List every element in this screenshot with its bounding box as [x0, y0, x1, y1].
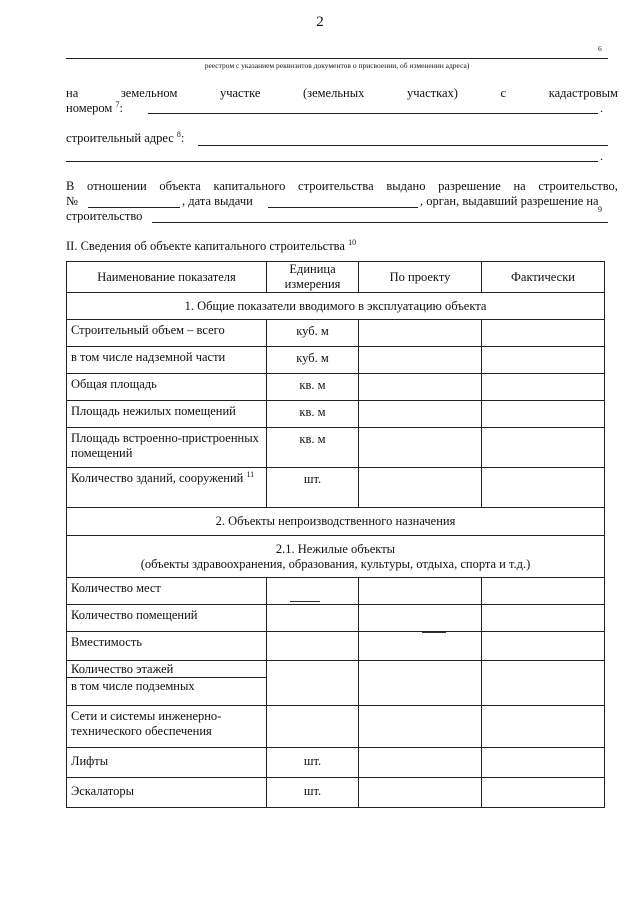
row-unit: [267, 632, 359, 661]
row-unit: [267, 706, 359, 748]
row-unit: кв. м: [267, 428, 359, 468]
actual-value-cell[interactable]: [482, 320, 605, 347]
row-unit: [267, 661, 359, 706]
cadastral-label-text: номером: [66, 101, 113, 115]
project-value-cell[interactable]: [359, 401, 482, 428]
permit-line-1: [66, 179, 618, 194]
row-unit: куб. м: [267, 320, 359, 347]
permit-authority-field[interactable]: [152, 222, 608, 223]
scan-mark: [290, 601, 320, 602]
header-unit: Единица измерения: [267, 262, 359, 293]
page-number: 2: [316, 14, 324, 30]
table-row: [67, 374, 605, 401]
header-project: По проекту: [359, 262, 482, 293]
group-heading: 1. Общие показатели вводимого в эксплуатацию объекта: [67, 293, 605, 320]
permit-word: В: [66, 179, 75, 193]
permit-word: строительства: [298, 179, 374, 193]
project-value-cell[interactable]: [359, 778, 482, 808]
permit-word: объекта: [159, 179, 201, 193]
subgroup-subtitle: (объекты здравоохранения, образования, культуры, отдыха, спорта и т.д.): [140, 556, 531, 571]
actual-value-cell[interactable]: [482, 578, 605, 605]
land-word: участке: [219, 86, 261, 100]
group-heading: 2. Объекты непроизводственного назначения: [67, 508, 605, 536]
address-label: строительный адрес $^8$:: [66, 129, 185, 145]
land-word: на: [66, 86, 79, 100]
actual-value-cell[interactable]: [482, 468, 605, 508]
actual-value-cell[interactable]: [482, 661, 605, 706]
table-row: [67, 661, 605, 678]
table-row: [67, 428, 605, 468]
row-name: Эскалаторы: [67, 778, 267, 808]
subgroup-title: 2.1. Нежилые объекты: [275, 541, 396, 556]
project-value-cell[interactable]: [359, 605, 482, 632]
table-row: [67, 468, 605, 508]
actual-value-cell[interactable]: [482, 347, 605, 374]
project-value-cell[interactable]: [359, 661, 482, 706]
permit-date-label: , дата выдачи: [182, 194, 253, 208]
row-name-text: Количество зданий, сооружений: [71, 471, 244, 485]
row-name: Вместимость: [67, 632, 267, 661]
table-row: [67, 320, 605, 347]
subgroup-heading: [67, 536, 605, 578]
scan-mark: [422, 632, 446, 633]
permit-authority-label: , орган, выдавший разрешение на: [420, 194, 599, 208]
table-row: [67, 401, 605, 428]
row-name: Количество этажей: [67, 661, 267, 678]
row-name: Площадь встроенно-пристроенных помещений: [67, 428, 267, 468]
header-actual: Фактически: [482, 262, 605, 293]
row-unit: шт.: [267, 778, 359, 808]
address-field[interactable]: [198, 145, 608, 146]
header-superscript: 6: [598, 44, 602, 53]
project-value-cell[interactable]: [359, 632, 482, 661]
land-word: с: [500, 86, 507, 100]
permit-word: на: [513, 179, 526, 193]
project-value-cell[interactable]: [359, 706, 482, 748]
land-plot-line: [66, 86, 618, 101]
project-value-cell[interactable]: [359, 347, 482, 374]
project-value-cell[interactable]: [359, 374, 482, 401]
footnote-ref: 10: [348, 237, 357, 247]
actual-value-cell[interactable]: [482, 778, 605, 808]
table-row: [67, 578, 605, 605]
project-value-cell[interactable]: [359, 468, 482, 508]
address-label-text: строительный адрес: [66, 131, 174, 145]
header-name: Наименование показателя: [67, 262, 267, 293]
footnote-ref: 9: [598, 205, 602, 214]
cadastral-field[interactable]: [148, 113, 598, 114]
section-title-text: II. Сведения об объекте капитального строительства: [66, 239, 345, 253]
address-field-line2[interactable]: [66, 161, 598, 162]
row-unit: кв. м: [267, 401, 359, 428]
permit-number-label: №: [66, 194, 78, 208]
permit-word: разрешение: [438, 179, 501, 193]
table-row: [67, 632, 605, 661]
row-unit: шт.: [267, 468, 359, 508]
row-name: Сети и системы инженерно-технического обеспечения: [67, 706, 267, 748]
row-unit: куб. м: [267, 347, 359, 374]
table-row: [67, 605, 605, 632]
address-end: .: [600, 149, 604, 163]
row-name: Количество мест: [67, 578, 267, 605]
footnote-ref: 7: [115, 99, 120, 109]
row-name: в том числе надземной части: [67, 347, 267, 374]
permit-word: строительство,: [538, 179, 618, 193]
footnote-ref: 11: [246, 469, 255, 479]
cadastral-end: .: [600, 101, 604, 115]
actual-value-cell[interactable]: [482, 748, 605, 778]
row-name: Количество помещений: [67, 605, 267, 632]
table-row: [67, 778, 605, 808]
project-value-cell[interactable]: [359, 748, 482, 778]
row-name: Площадь нежилых помещений: [67, 401, 267, 428]
header-caption: реестром с указанием реквизитов документов о присвоении, об изменении адреса): [204, 61, 470, 70]
permit-word: отношении: [87, 179, 147, 193]
land-word: кадастровым: [548, 86, 618, 100]
actual-value-cell[interactable]: [482, 605, 605, 632]
header-rule: [66, 58, 608, 59]
actual-value-cell[interactable]: [482, 632, 605, 661]
table-row: [67, 748, 605, 778]
actual-value-cell[interactable]: [482, 401, 605, 428]
land-word: земельном: [120, 86, 178, 100]
row-unit: [267, 605, 359, 632]
permit-number-field[interactable]: [88, 207, 180, 208]
actual-value-cell[interactable]: [482, 428, 605, 468]
row-unit: шт.: [267, 748, 359, 778]
permit-date-field[interactable]: [268, 207, 418, 208]
project-value-cell[interactable]: [359, 428, 482, 468]
section-title: [66, 239, 356, 254]
row-unit: кв. м: [267, 374, 359, 401]
permit-word: капитального: [213, 179, 286, 193]
project-value-cell[interactable]: [359, 320, 482, 347]
row-name: Строительный объем – всего: [67, 320, 267, 347]
row-name: [67, 468, 267, 508]
indicators-table: [66, 261, 605, 808]
row-name: Общая площадь: [67, 374, 267, 401]
table-row: [67, 347, 605, 374]
footnote-ref: 8: [176, 129, 181, 139]
land-word: участках): [406, 86, 458, 100]
actual-value-cell[interactable]: [482, 706, 605, 748]
row-name: Лифты: [67, 748, 267, 778]
row-name: в том числе подземных: [67, 678, 267, 706]
permit-word: выдано: [386, 179, 426, 193]
table-row: [67, 706, 605, 748]
project-value-cell[interactable]: [359, 578, 482, 605]
permit-line3-label: строительство: [66, 209, 143, 223]
actual-value-cell[interactable]: [482, 374, 605, 401]
cadastral-label: номером $^7$:: [66, 99, 123, 115]
land-word: (земельных: [302, 86, 365, 100]
